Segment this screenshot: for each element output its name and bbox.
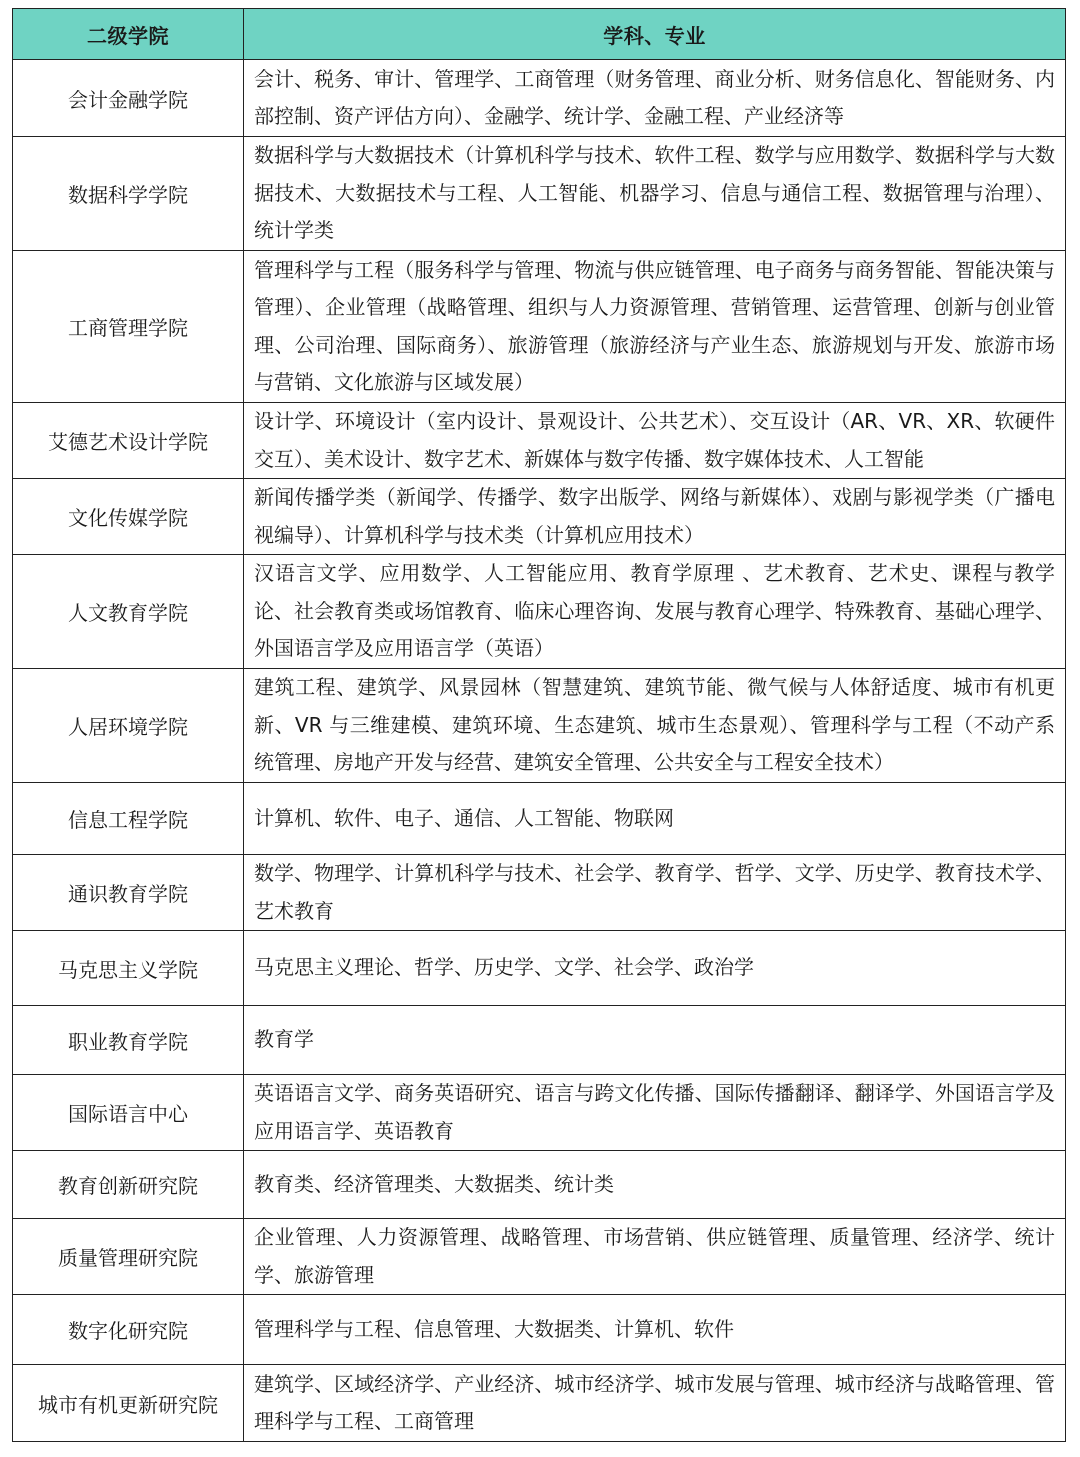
college-subjects-table	[12, 8, 1066, 1442]
page	[12, 8, 1065, 1442]
subjects-cell: 设计学、环境设计（室内设计、景观设计、公共艺术）、交互设计（AR、VR、XR、软硬件交互）、美术设计、数字艺术、新媒体与数字传播、数字媒体技术、人工智能	[244, 403, 1066, 479]
college-name: 通识教育学院	[13, 855, 244, 931]
college-name: 会计金融学院	[13, 60, 244, 137]
subjects-cell: 数据科学与大数据技术（计算机科学与技术、软件工程、数学与应用数学、数据科学与大数据技术、大数据技术与工程、人工智能、机器学习、信息与通信工程、数据管理与治理）、统计学类	[244, 137, 1066, 251]
subjects-cell: 会计、税务、审计、管理学、工商管理（财务管理、商业分析、财务信息化、智能财务、内部控制、资产评估方向）、金融学、统计学、金融工程、产业经济等	[244, 60, 1066, 137]
table-row	[13, 931, 1066, 1006]
college-name: 信息工程学院	[13, 783, 244, 855]
table-row	[13, 1075, 1066, 1151]
college-name: 城市有机更新研究院	[13, 1365, 244, 1442]
college-name: 质量管理研究院	[13, 1219, 244, 1295]
table-header-row	[13, 9, 1066, 60]
table-row	[13, 479, 1066, 555]
subjects-cell: 马克思主义理论、哲学、历史学、文学、社会学、政治学	[244, 931, 1066, 1006]
college-name: 马克思主义学院	[13, 931, 244, 1006]
table-row	[13, 1365, 1066, 1442]
college-name: 艾德艺术设计学院	[13, 403, 244, 479]
college-name: 教育创新研究院	[13, 1151, 244, 1219]
table-row	[13, 1295, 1066, 1365]
college-name: 职业教育学院	[13, 1006, 244, 1075]
subjects-cell: 英语语言文学、商务英语研究、语言与跨文化传播、国际传播翻译、翻译学、外国语言学及应用语言学、英语教育	[244, 1075, 1066, 1151]
table-row	[13, 1219, 1066, 1295]
subjects-cell: 教育类、经济管理类、大数据类、统计类	[244, 1151, 1066, 1219]
subjects-cell: 管理科学与工程、信息管理、大数据类、计算机、软件	[244, 1295, 1066, 1365]
table-row	[13, 251, 1066, 403]
subjects-cell: 建筑学、区域经济学、产业经济、城市经济学、城市发展与管理、城市经济与战略管理、管理科学与工程、工商管理	[244, 1365, 1066, 1442]
table-row	[13, 783, 1066, 855]
college-name: 工商管理学院	[13, 251, 244, 403]
college-name: 数据科学学院	[13, 137, 244, 251]
college-name: 人居环境学院	[13, 669, 244, 783]
subjects-cell: 教育学	[244, 1006, 1066, 1075]
subjects-cell: 企业管理、人力资源管理、战略管理、市场营销、供应链管理、质量管理、经济学、统计学、旅游管理	[244, 1219, 1066, 1295]
college-name: 人文教育学院	[13, 555, 244, 669]
table-row	[13, 60, 1066, 137]
table-row	[13, 1151, 1066, 1219]
subjects-cell: 新闻传播学类（新闻学、传播学、数字出版学、网络与新媒体）、戏剧与影视学类（广播电视编导）、计算机科学与技术类（计算机应用技术）	[244, 479, 1066, 555]
subjects-cell: 数学、物理学、计算机科学与技术、社会学、教育学、哲学、文学、历史学、教育技术学、艺术教育	[244, 855, 1066, 931]
subjects-cell: 管理科学与工程（服务科学与管理、物流与供应链管理、电子商务与商务智能、智能决策与管理）、企业管理（战略管理、组织与人力资源管理、营销管理、运营管理、创新与创业管理、公司治理、国际商务）、旅游管理（旅游经济与产业生态、旅游规划与开发、旅游市场与营销、文化旅游与区域发展）	[244, 251, 1066, 403]
table-row	[13, 403, 1066, 479]
subjects-cell: 计算机、软件、电子、通信、人工智能、物联网	[244, 783, 1066, 855]
college-name: 数字化研究院	[13, 1295, 244, 1365]
college-name: 国际语言中心	[13, 1075, 244, 1151]
header-college: 二级学院	[13, 9, 244, 60]
table-row	[13, 669, 1066, 783]
table-row	[13, 137, 1066, 251]
college-name: 文化传媒学院	[13, 479, 244, 555]
header-subjects: 学科、专业	[244, 9, 1066, 60]
table-row	[13, 855, 1066, 931]
table-row	[13, 555, 1066, 669]
table-row	[13, 1006, 1066, 1075]
subjects-cell: 汉语言文学、应用数学、人工智能应用、教育学原理 、艺术教育、艺术史、课程与教学论、社会教育类或场馆教育、临床心理咨询、发展与教育心理学、特殊教育、基础心理学、外国语言学及应用语言学（英语）	[244, 555, 1066, 669]
subjects-cell: 建筑工程、建筑学、风景园林（智慧建筑、建筑节能、微气候与人体舒适度、城市有机更新、VR 与三维建模、建筑环境、生态建筑、城市生态景观）、管理科学与工程（不动产系统管理、房地产开发与经营、建筑安全管理、公共安全与工程安全技术）	[244, 669, 1066, 783]
